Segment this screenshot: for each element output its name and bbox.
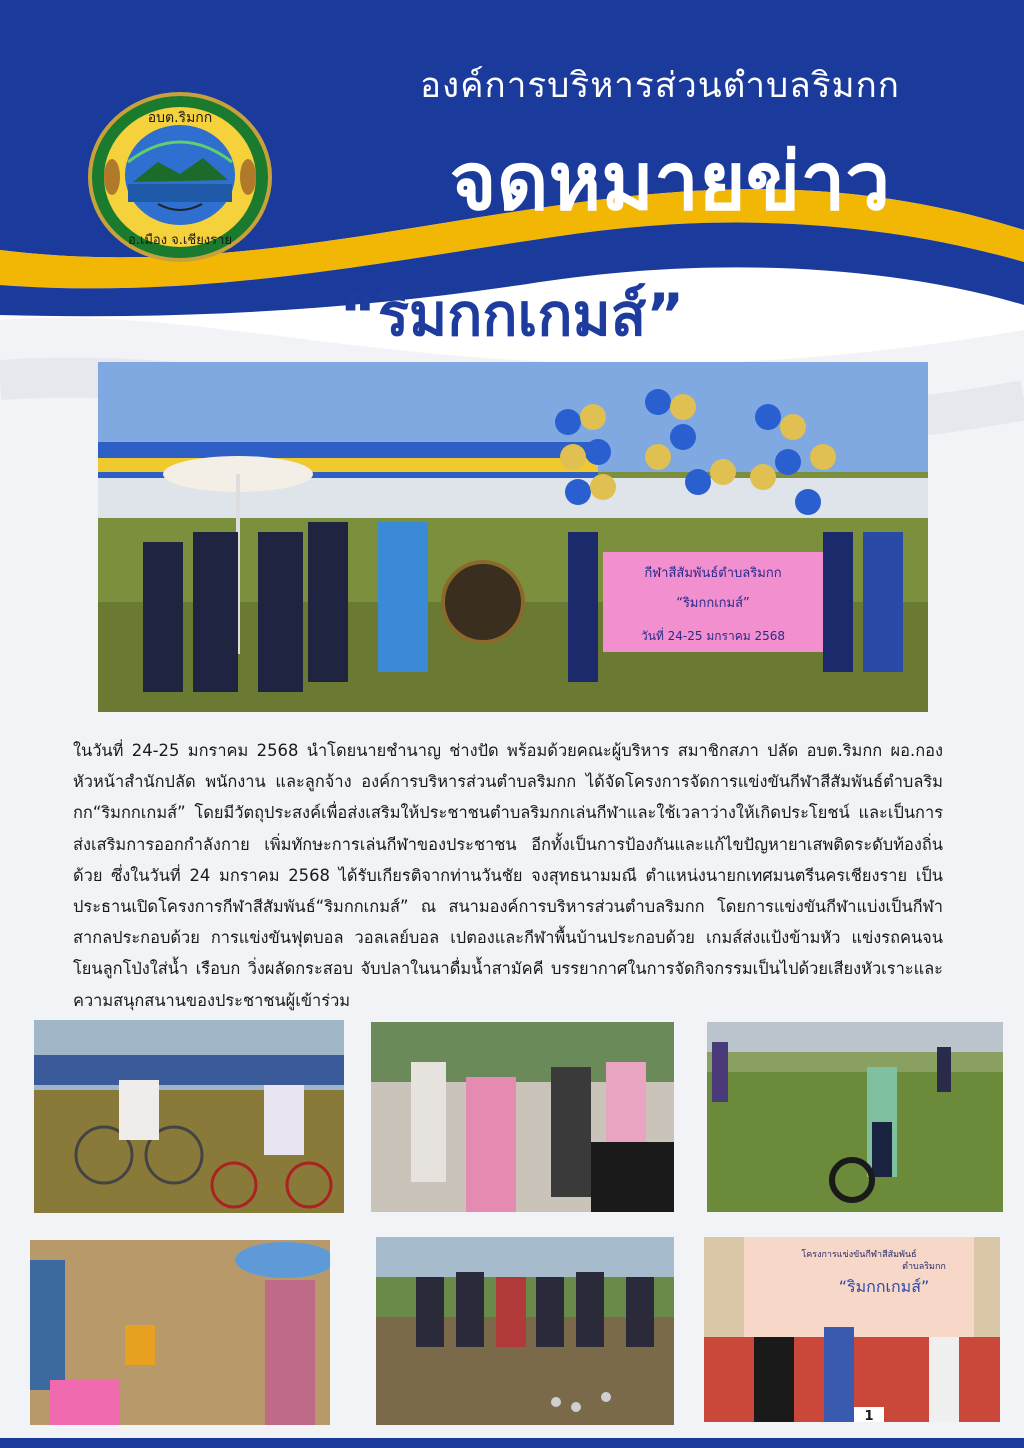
newsletter-title: จดหมายข่าว [449, 135, 891, 228]
organization-name: องค์การบริหารส่วนตำบลริมกก [420, 66, 900, 106]
hero-banner-line2: “ริมกกเกมส์” [676, 596, 750, 611]
bottom-accent-bar [0, 1438, 1024, 1448]
gallery-photo-award-ceremony [704, 1237, 1000, 1422]
award-banner-line1: โครงการแข่งขันกีฬาสีสัมพันธ์ [801, 1250, 917, 1260]
body-paragraph-text: ในวันที่ 24-25 มกราคม 2568 นำโดยนายชำนาญ ช่างปัด พร้อมด้วยคณะผู้บริหาร สมาชิกสภา ปลัด อบต.ริมกก ผอ.กอง หัวหน้าสำนักปลัด พนักงาน และลูกจ้าง องค์การบริหารส่วนตำบลริมกก ได้จัดโครงการจัดการแข่งขันกีฬาสีสัมพันธ์ตำบลริมกก“ริมกกเกมส์” โดยมีวัตถุประสงค์เพื่อส่งเสริมให้ประชาชนตำบลริมกกเล่นกีฬาและใช้เวลาว่างให้เกิดประโยชน์ และเป็นการส่งเสริมการออกกำลังกาย เพิ่มทักษะการเล่นกีฬาของประชาชน อีกทั้งเป็นการป้องกันและแก้ไขปัญหายาเสพติดระดับท้องถิ่นด้วย ซึ่งในวันที่ 24 มกราคม 2568 ได้รับเกียรติจากท่านวันชัย จงสุทธนามมณี ตำแหน่งนายกเทศมนตรีนครเชียงราย เป็นประธานเปิดโครงการกีฬาสีสัมพันธ์“ริมกกเกมส์” ณ สนามองค์การบริหารส่วนตำบลริมกก โดยการแข่งขันกีฬาแบ่งเป็นกีฬาสากลประกอบด้วย การแข่งขันฟุตบอล วอลเลย์บอล เปตองและกีฬาพื้นบ้านประกอบด้วย เกมส์ส่งแป้งข้ามหัว แข่งรถคนจน โยนลูกโป่งใส่น้ำ เรือบก วิ่งผลัดกระสอบ จับปลาในนาดื่มน้ำสามัคคี บรรยากาศในการจัดกิจกรรมเป็นไปด้วยเสียงหัวเราะและความสนุกสนานของประชาชนผู้เข้าร่วม [73, 741, 943, 1010]
news-body-paragraph [73, 735, 943, 1016]
seal-bottom-text: อ.เมือง จ.เชียงราย [127, 233, 233, 248]
hero-banner-line1: กีฬาสีสัมพันธ์ตำบลริมกก [644, 566, 782, 581]
gallery-photo-mud-fishing [30, 1240, 330, 1425]
award-banner-title: “ริมกกเกมส์” [838, 1277, 930, 1296]
seal-top-text: อบต.ริมกก [147, 110, 213, 126]
gallery-photo-tricycle-race [34, 1020, 344, 1213]
award-banner-line2: ตำบลริมกก [902, 1262, 946, 1272]
gallery-photo-powder-game [371, 1022, 674, 1212]
organization-seal-logo [88, 92, 272, 262]
opening-ceremony-photo [98, 362, 928, 712]
gallery-photo-petanque [376, 1237, 674, 1425]
event-title: “ริมกกเกมส์” [339, 281, 685, 349]
podium-number: 1 [864, 1409, 874, 1422]
gallery-photo-tire-race [707, 1022, 1003, 1212]
hero-banner-line3: วันที่ 24-25 มกราคม 2568 [641, 629, 785, 643]
